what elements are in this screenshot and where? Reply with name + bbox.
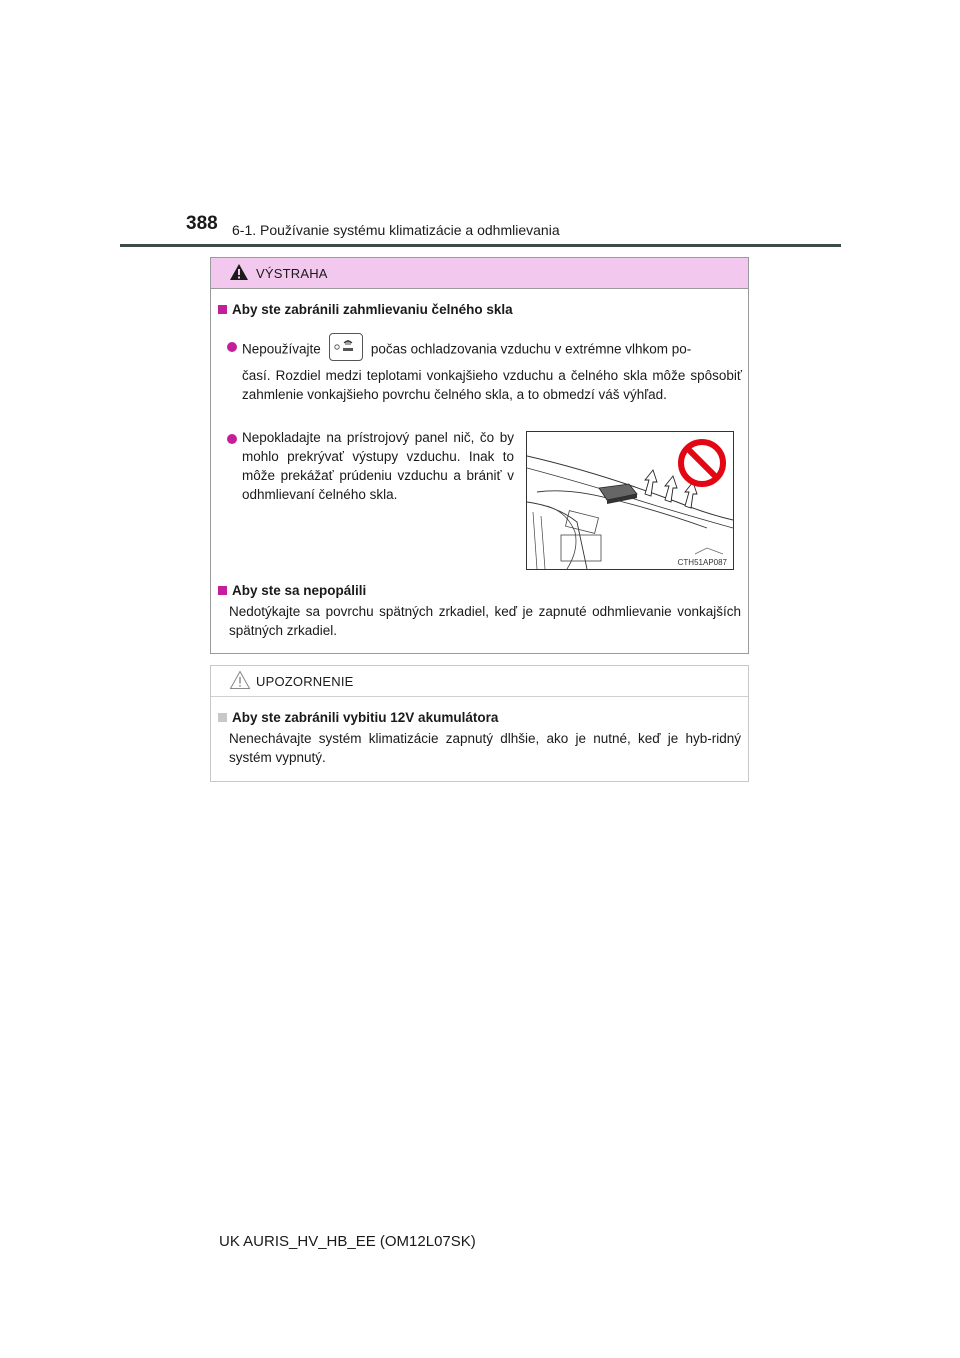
bullet-dot-icon — [227, 342, 237, 352]
bullet-dot-icon — [227, 434, 237, 444]
illustration-code: CTH51AP087 — [677, 558, 727, 567]
heading-square-icon — [218, 586, 227, 595]
footer-document-code: UK AURIS_HV_HB_EE (OM12L07SK) — [219, 1233, 476, 1250]
bullet1-line1 — [242, 336, 742, 364]
front-defroster-button-icon — [329, 333, 363, 361]
warning-box — [210, 257, 749, 654]
caution-heading-battery — [218, 710, 498, 725]
bullet1-after: počas ochladzovania vzduchu v extrémne vlhkom po- — [370, 341, 692, 357]
page-number: 388 — [186, 213, 218, 234]
heading-square-icon — [218, 305, 227, 314]
battery-text: Nenechávajte systém klimatizácie zapnutý dlhšie, ako je nutné, keď je hyb-ridný systém vypnutý. — [229, 731, 741, 765]
caution-box — [210, 665, 749, 782]
bullet2-text: Nepokladajte na prístrojový panel nič, čo by mohlo prekrývať výstupy vzduchu. Inak to môže prekážať prúdeniu vzduchu a brániť v odhmlievaní čelného skla. — [242, 430, 514, 502]
caution-triangle-icon — [229, 670, 251, 693]
caution-box-header — [211, 666, 748, 697]
caution-title: UPOZORNENIE — [256, 674, 354, 689]
heading-square-icon — [218, 713, 227, 722]
warning-title: VÝSTRAHA — [256, 266, 328, 281]
bullet1-before: Nepoužívajte — [242, 341, 321, 357]
warning-triangle-icon — [229, 263, 249, 284]
prohibition-icon — [677, 438, 727, 493]
heading-text: Aby ste zabránili vybitiu 12V akumulátora — [232, 710, 499, 725]
header-rule — [120, 244, 841, 247]
dashboard-illustration — [526, 431, 734, 570]
warning-box-header — [211, 258, 748, 289]
warning-heading-burn — [218, 583, 366, 598]
heading-text: Aby ste zabránili zahmlievaniu čelného skla — [232, 302, 513, 317]
warning-heading-windshield — [218, 302, 513, 317]
heading-text: Aby ste sa nepopálili — [232, 583, 367, 598]
bullet1-continuation: časí. Rozdiel medzi teplotami vonkajšieho vzduchu a čelného skla môže spôsobiť zahmlenie vonkajšieho povrchu čelného skla, a to obmedzí váš výhľad. — [242, 368, 742, 402]
section-title: 6-1. Používanie systému klimatizácie a odhmlievania — [232, 222, 560, 238]
burn-text: Nedotýkajte sa povrchu spätných zrkadiel, keď je zapnuté odhmlievanie vonkajších spätných zrkadiel. — [229, 604, 741, 638]
